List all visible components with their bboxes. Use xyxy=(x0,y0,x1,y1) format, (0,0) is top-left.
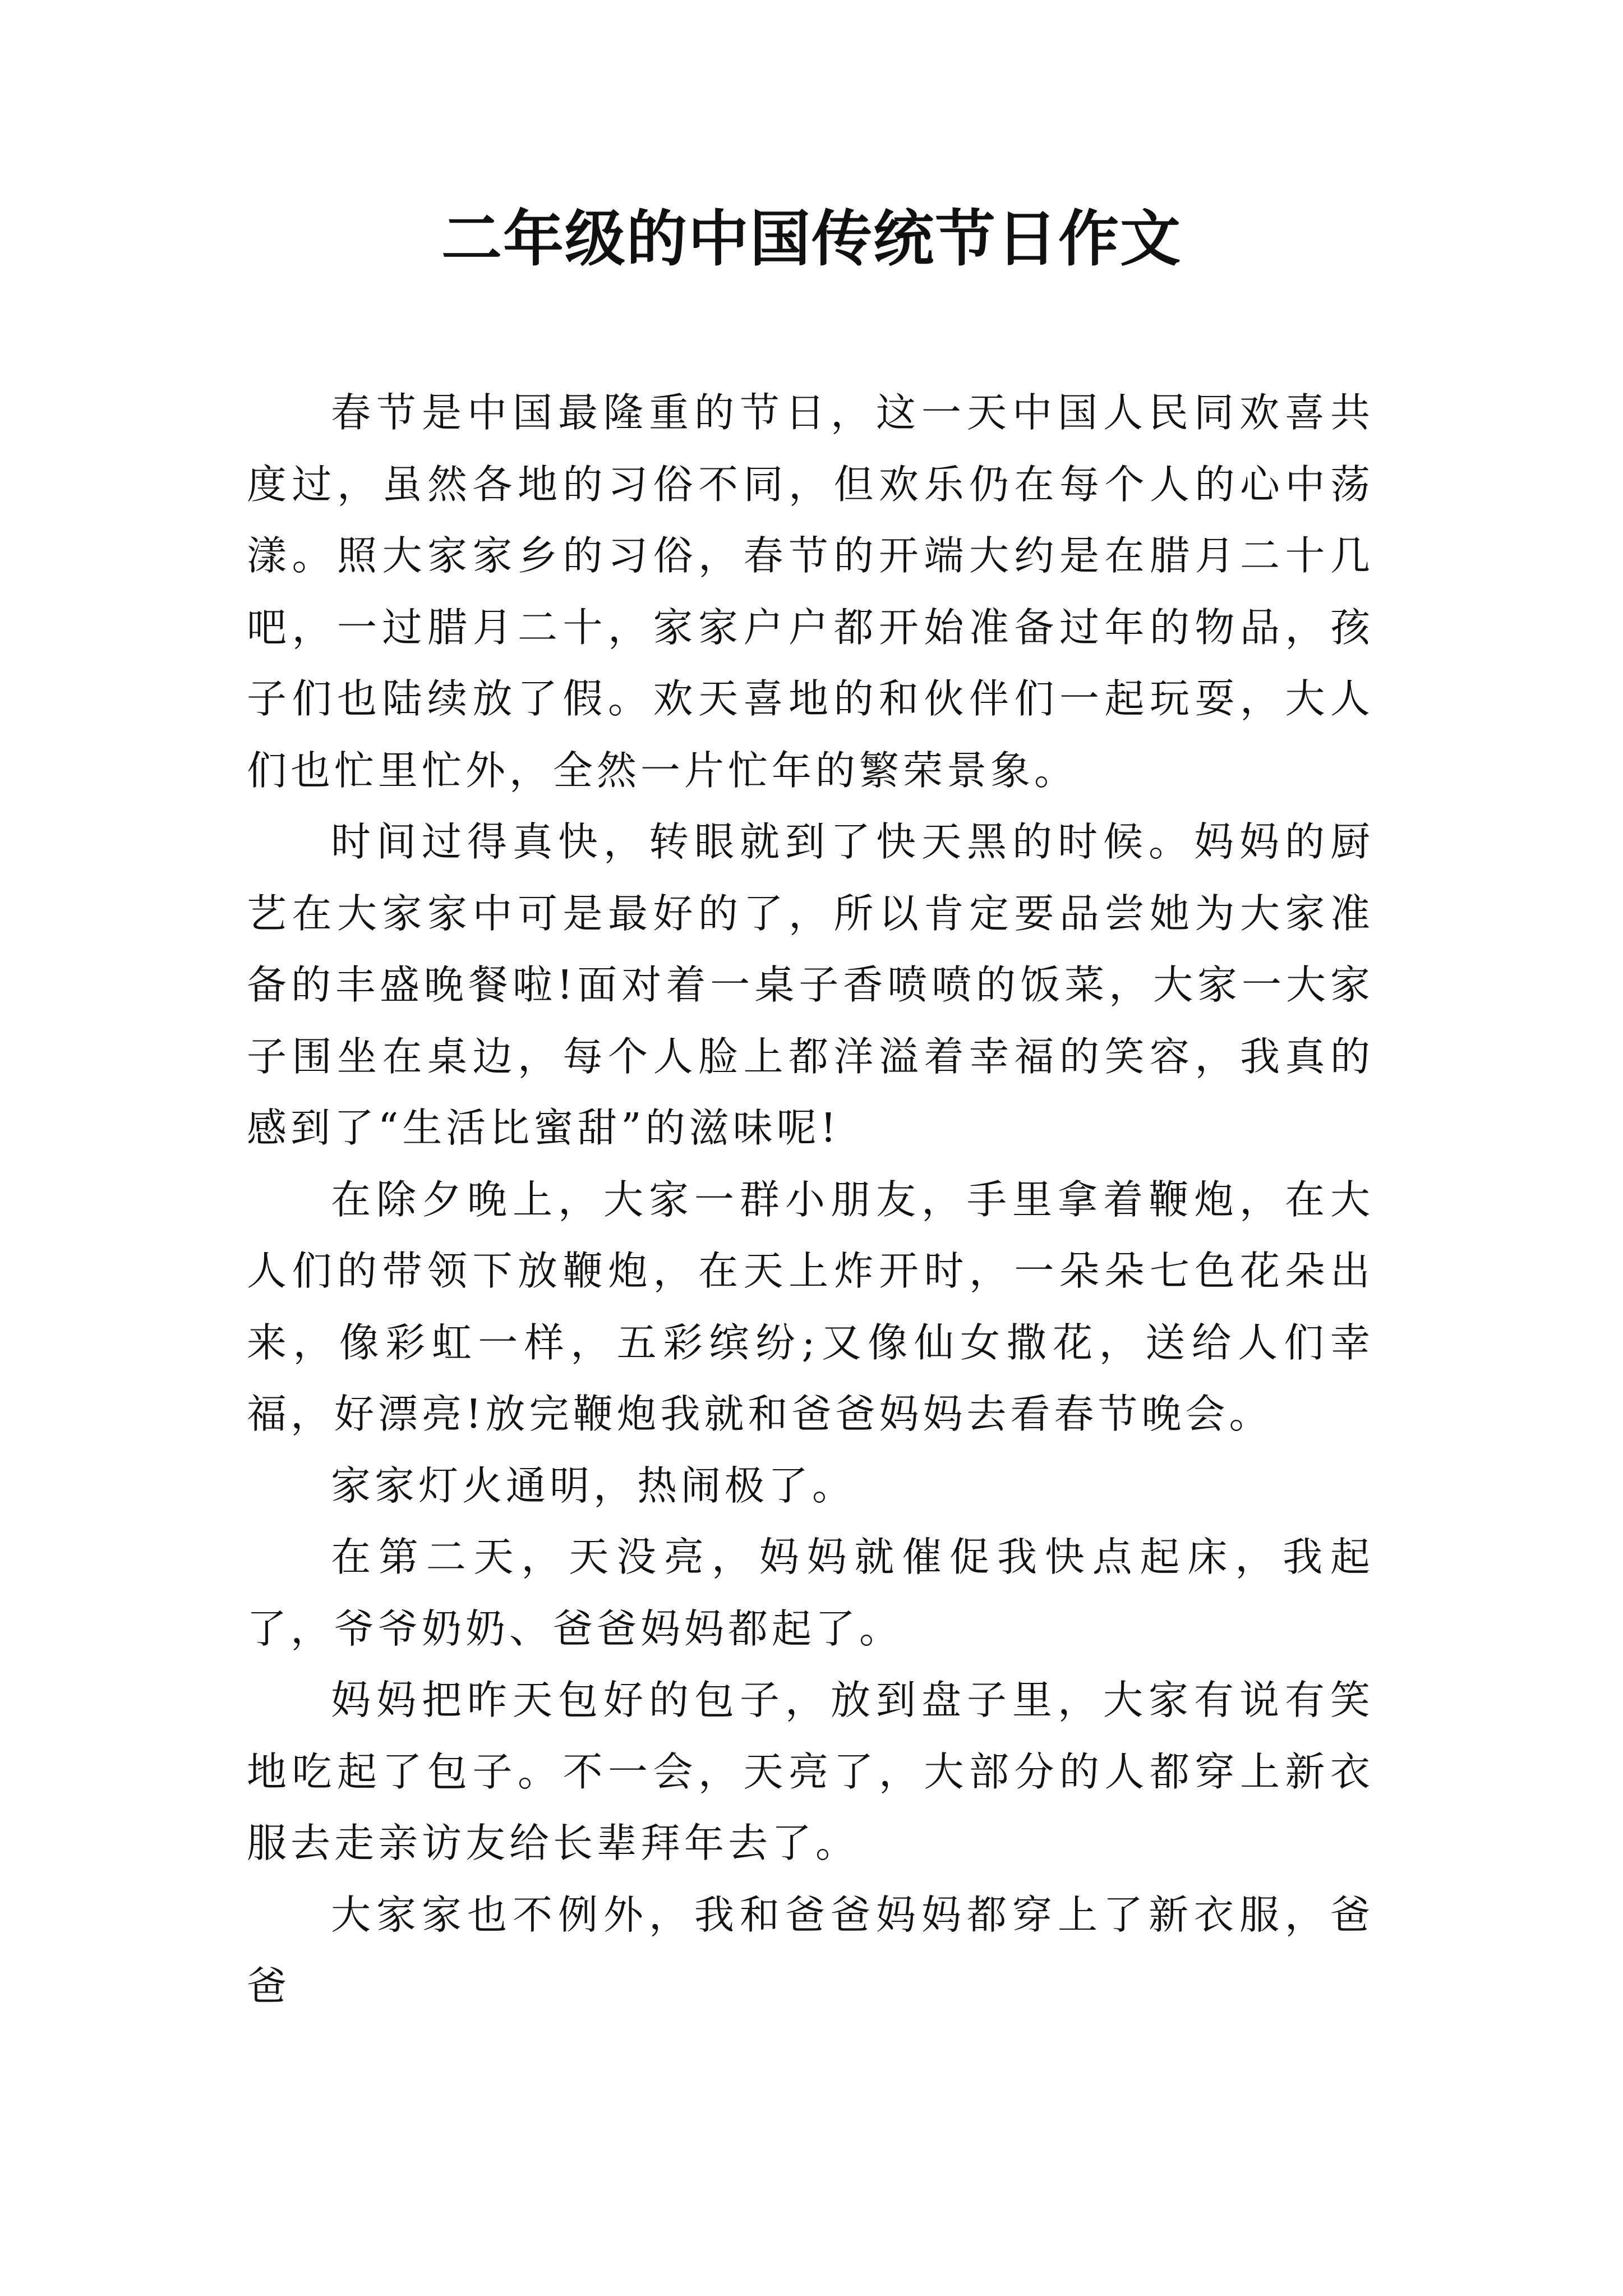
paragraph-6: 妈妈把昨天包好的包子，放到盘子里，大家有说有笑地吃起了包子。不一会，天亮了，大部分的人都穿上新衣服去走亲访友给长辈拜年去了。 xyxy=(247,1677,1374,1866)
document-title: 二年级的中国传统节日作文 xyxy=(441,204,1182,274)
paragraph-3: 在除夕晚上，大家一群小朋友，手里拿着鞭炮，在大人们的带领下放鞭炮，在天上炸开时，一朵朵七色花朵出来，像彩虹一样，五彩缤纷;又像仙女撒花，送给人们幸福，好漂亮!放完鞭炮我就和爸爸妈妈去看春节晚会。 xyxy=(247,1176,1374,1437)
paragraph-7: 大家家也不例外，我和爸爸妈妈都穿上了新衣服，爸爸 xyxy=(247,1891,1374,2009)
document-body xyxy=(247,377,1374,2022)
paragraph-2: 时间过得真快，转眼就到了快天黑的时候。妈妈的厨艺在大家家中可是最好的了，所以肯定要品尝她为大家准备的丰盛晚餐啦!面对着一桌子香喷喷的饭菜，大家一大家子围坐在桌边，每个人脸上都洋溢着幸福的笑容，我真的感到了“生活比蜜甜”的滋味呢! xyxy=(247,818,1374,1151)
paragraph-5: 在第二天，天没亮，妈妈就催促我快点起床，我起了，爷爷奶奶、爸爸妈妈都起了。 xyxy=(247,1534,1374,1652)
paragraph-4: 家家灯火通明，热闹极了。 xyxy=(331,1462,856,1509)
paragraph-1: 春节是中国最隆重的节日，这一天中国人民同欢喜共度过，虽然各地的习俗不同，但欢乐仍在每个人的心中荡漾。照大家家乡的习俗，春节的开端大约是在腊月二十几吧，一过腊月二十，家家户户都开始准备过年的物品，孩子们也陆续放了假。欢天喜地的和伙伴们一起玩耍，大人们也忙里忙外，全然一片忙年的繁荣景象。 xyxy=(247,389,1374,794)
